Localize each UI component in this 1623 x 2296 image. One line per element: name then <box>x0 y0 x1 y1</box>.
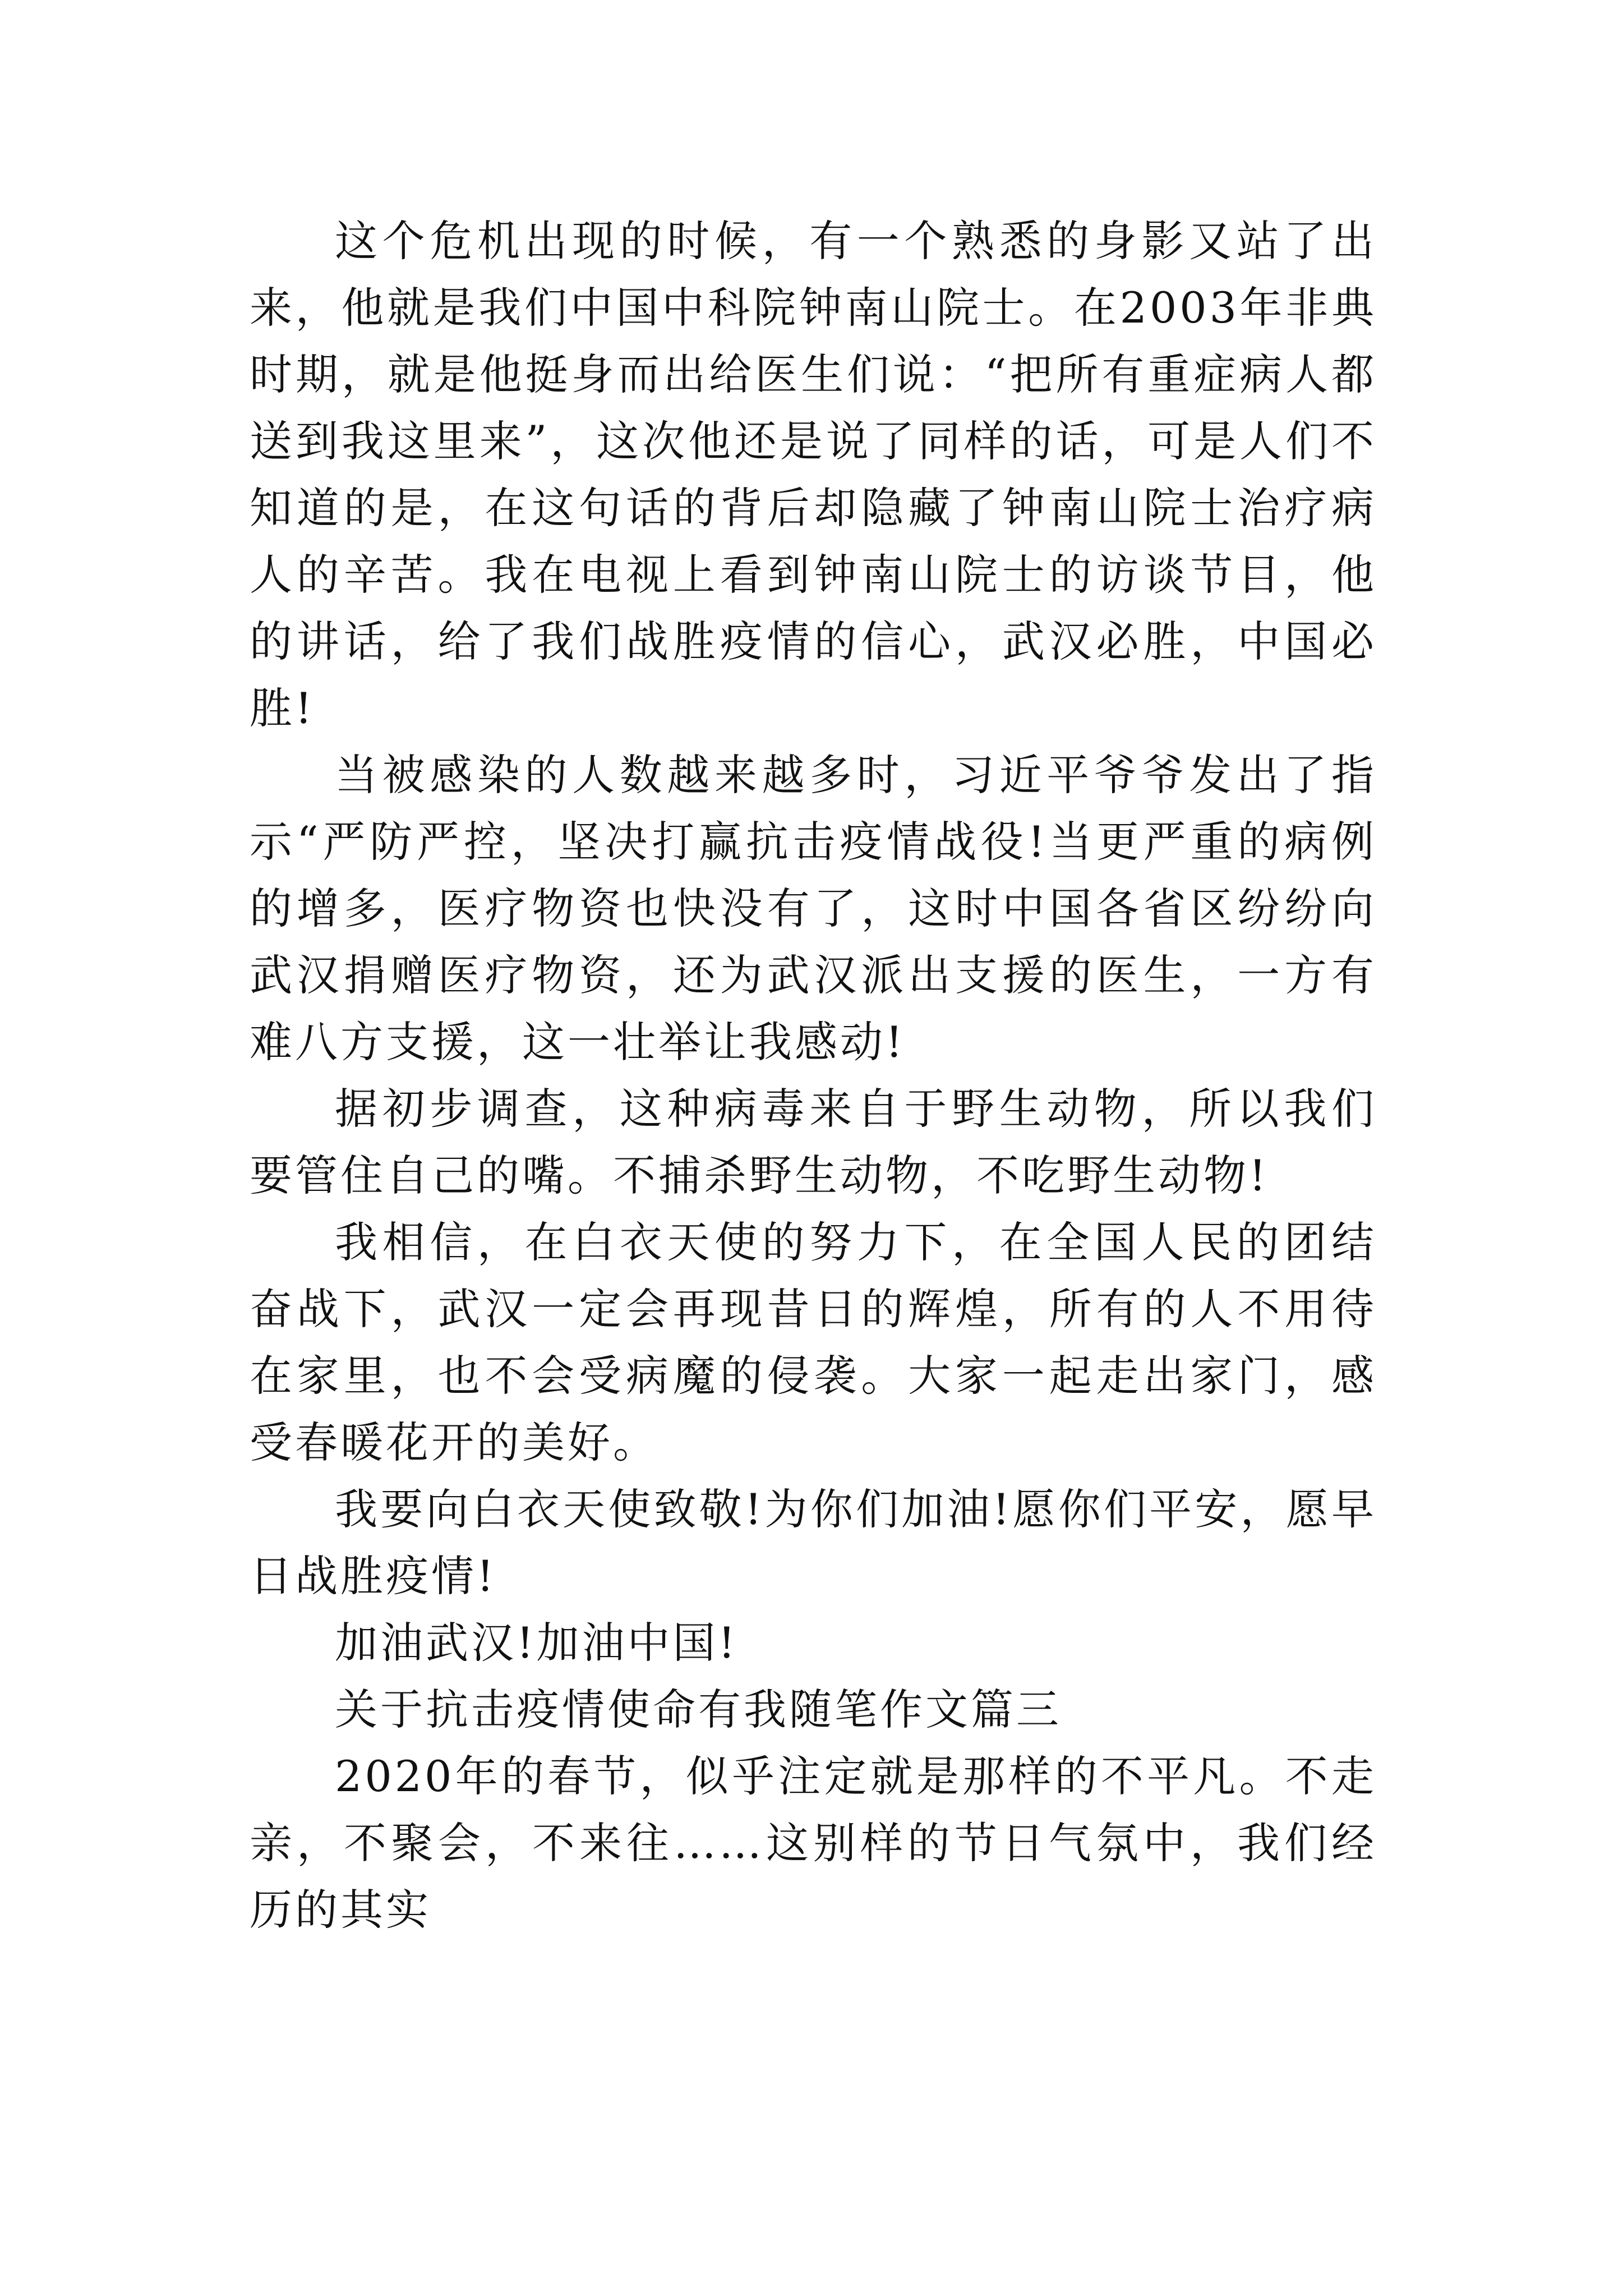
section-heading: 关于抗击疫情使命有我随笔作文篇三 <box>335 1685 1062 1734</box>
paragraph: 据初步调查，这种病毒来自于野生动物，所以我们要管住自己的嘴。不捕杀野生动物，不吃野生动物! <box>250 1084 1377 1200</box>
paragraph: 2020年的春节，似乎注定就是那样的不平凡。不走亲，不聚会，不来往……这别样的节日气氛中，我们经历的其实 <box>250 1751 1377 1935</box>
paragraph: 我相信，在白衣天使的努力下，在全国人民的团结奋战下，武汉一定会再现昔日的辉煌，所有的人不用待在家里，也不会受病魔的侵袭。大家一起走出家门，感受春暖花开的美好。 <box>250 1217 1377 1467</box>
paragraph: 我要向白衣天使致敬!为你们加油!愿你们平安，愿早日战胜疫情! <box>250 1484 1377 1601</box>
paragraph: 当被感染的人数越来越多时，习近平爷爷发出了指示“严防严控，坚决打赢抗击疫情战役!当更严重的病例的增多，医疗物资也快没有了，这时中国各省区纷纷向武汉捐赠医疗物资，还为武汉派出支援的医生，一方有难八方支援，这一壮举让我感动! <box>250 750 1377 1067</box>
paragraph: 这个危机出现的时候，有一个熟悉的身影又站了出来，他就是我们中国中科院钟南山院士。在2003年非典时期，就是他挺身而出给医生们说：“把所有重症病人都送到我这里来”，这次他还是说了同样的话，可是人们不知道的是，在这句话的背后却隐藏了钟南山院士治疗病人的辛苦。我在电视上看到钟南山院士的访谈节目，他的讲话，给了我们战胜疫情的信心，武汉必胜，中国必胜! <box>250 216 1377 733</box>
paragraph: 加油武汉!加油中国! <box>335 1618 739 1668</box>
document-body <box>250 208 1377 1943</box>
